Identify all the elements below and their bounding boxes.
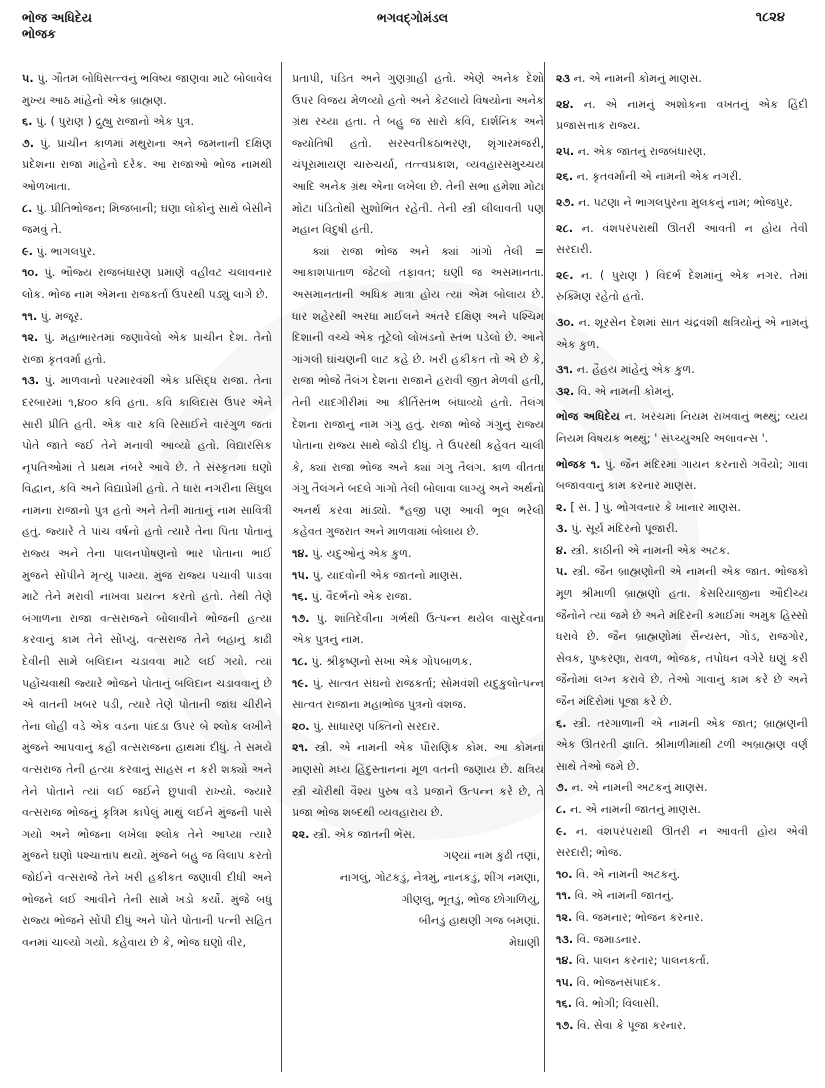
verse-line: ગીણલું, ભૂતડું, ભોજ છોગાળિયું,	[401, 892, 540, 906]
definition-entry: ૧૫. વિ. ભોજનસંપાદક.	[556, 975, 661, 989]
definition-entry: ૧૦. પું. ભૌજ્ય રાજબંધારણ પ્રમાણે વહીવટ ચલાવનાર લોક. ભોજ નામ એમના રાજકર્તા ઉપરથી પડ્યું લાગે છે.	[22, 266, 272, 301]
definition-entry: ૭. પું. પ્રાચીન કાળમાં મથુરાના અને જમનાની દક્ષિણ પ્રદેશના રાજા માંહેનો દરેક. આ રાજાઓ ભોજ નામથી ઓળખાતા.	[22, 136, 272, 193]
definition-entry: ૨૭. ન. પટણા ને ભાગલપુરના મુલકનું નામ; ભોજપુર.	[556, 195, 793, 209]
page-header	[0, 10, 825, 46]
dictionary-title: ભગવદ્ગોમંડલ	[376, 10, 449, 25]
definition-entry: ૩૦. ન. શૂરસેન દેશમાં સાત ચંદ્રવંશી ક્ષત્રિયોનું એ નામનું એક કુળ.	[556, 315, 808, 351]
definition-entry: ૧૬. પું. વૈદર્ભનો એક રાજા.	[292, 590, 412, 604]
definition-entry: ૧૪. પું. યદુઓનું એક કુળ.	[292, 547, 412, 561]
definition-entry: ૧૩. વિ. જમાડનાર.	[556, 932, 642, 946]
column-3	[556, 48, 808, 1037]
definition-entry: ૩૧. ન. હૈહય માંહેનું એક કુળ.	[556, 363, 695, 377]
column-2	[292, 48, 544, 953]
definition-entry: ૨૫. ન. એક જાતનું રાજબંધારણ.	[556, 144, 707, 158]
definition-entry: ૧૦. વિ. એ નામની અટકનું.	[556, 867, 681, 881]
verse-source: મેઘાણી	[509, 935, 540, 949]
definition-entry: ૩૨. વિ. એ નામની કોમનું.	[556, 384, 675, 398]
definition-entry: ૧૨. પું. મહાભારતમાં જણાવેલો એક પ્રાચીન દેશ. તેનો રાજા કૃતવર્મા હતો.	[22, 331, 272, 366]
column-divider	[281, 62, 282, 1072]
definition-entry: ૨૮. ન. વંશપરંપરાથી ઊતરી આવતી ન હોય તેવી સરદારી.	[556, 221, 808, 257]
definition-entry: ૨. [ સં. ] પું. ભોગવનાર કે ખાનાર માણસ.	[556, 500, 741, 514]
definition-entry: ૧૨. વિ. જમનાર; ભોજન કરનાર.	[556, 910, 704, 924]
column-1	[22, 48, 272, 953]
definition-entry: ૨૬. ન. કૃતવર્માની એ નામની એક નગરી.	[556, 170, 742, 184]
definition-entry: ૨૩ ન. એ નામની કોમનું માણસ.	[556, 72, 702, 85]
definition-entry: ૩. પું. સૂર્ય મંદિરનો પૂજારી.	[556, 522, 679, 536]
headword-entry: ભોજક ૧. પું. જૈન મંદિરમાં ગાયન કરનારો ગવૈયો; ગાવા બજાવવાનું કામ કરનાર માણસ.	[556, 457, 808, 493]
headword-entry: ભોજ અધિદેય ન. ખરચમાં નિયમ રાખવાનું ભથ્થું; વ્યય નિયમ વિષયક ભથ્થું; ' સંપ્ચ્યુઅરિ અલાવન્સ '.	[556, 410, 809, 445]
definition-entry: ૬. સ્ત્રી. તરગાળાની એ નામની એક જાત; બ્રાહ્મણની એક ઊતરતી જ્ઞાતિ. શ્રીમાળીમાંથી ટળી અબ્રાહ્મણ વર્ણ સાથે તેઓ જમે છે.	[556, 716, 809, 773]
verse-line: નાગલું, ગોટકડું, નેત્રમું, નાનકડું, શીંગ નમણાં,	[339, 870, 540, 884]
definition-entry: ૯. ન. વંશપરંપરાથી ઊતરી ન આવતી હોય એવી સરદારી; ભોજ.	[556, 824, 808, 860]
definition-entry: ૧૩. પું. માળવાનો પરમારવંશી એક પ્રસિદ્ધ રાજા. તેના દરબારમાં ૧,૪૦૦ કવિ હતા. કવિ કાલિદાસ ઉપર એને સારી પ્રીતિ હતી. એક વાર કવિ રિસાઈને વારંગુળ જતાં પોતે જાતે જઈ તેને મનાવી આવ્યો હતો. વિદ્યારસિક નૃપતિઓમાં તે પ્રથમ નંબરે આવે છે. તે સંસ્કૃતમાં ઘણો વિદ્વાન, કવિ અને વિદ્યાપ્રેમી હતો. તે ધારા નગરીના સિંધુલ નામના રાજાનો પુત્ર હતો અને તેની માતાનું નામ સાવિત્રી હતું. જ્યારે તે પાંચ વર્ષનો હતો ત્યારે તેના પિતા પોતાનું રાજ્ય અને તેના પાલનપોષણનો ભાર પોતાના ભાઈ મુંજને સોંપીને મૃત્યુ પામ્યા. મુંજ રાજ્ય પચાવી પાડવા માટે તેને મરાવી નાખવા પ્રયત્ન કરતો હતો. તેથી તેણે બંગાળના રાજા વત્સરાજને બોલાવીને ભોજની હત્યા કરવાનું કામ તેને સોંપ્યું. વત્સરાજ તેને બહાનું કાઢી દેવીની સામે બલિદાન ચડાવવા માટે લઈ ગયો. ત્યાં પહોંચવાથી જ્યારે ભોજને પોતાનું બલિદાન ચડાવવાનું છે એ વાતની ખબર પડી, ત્યારે તેણે પોતાની જાંઘ ચીરીને તેના લોહી વડે એક વડના પાંદડા ઉપર બે શ્લોક લખીને મુંજને આપવાનું કહી વત્સરાજના હાથમાં દીધું. તે સમયે વત્સરાજ તેની હત્યા કરવાનું સાહસ ન કરી શક્યો અને તેને પોતાને ત્યાં લઈ જઈને છુપાવી રાખ્યો. જ્યારે વત્સરાજ ભોજનું કૃત્રિમ કાપેલું માથું લઈને મુંજની પાસે ગયો અને ભોજના લખેલા શ્લોક તેને આપ્યા ત્યારે મુંજને ઘણો પશ્ચાત્તાપ થયો. મુંજને બહુ જ વિલાપ કરતો જોઈને વત્સરાજે તેને ખરી હકીકત જણાવી દીધી અને ભોજને લઈ આવીને તેની સામે ખડો કર્યો. મુંજે બધું રાજ્ય ભોજને સોંપી દીધું અને પોતે પોતાની પત્ની સહિત વનમાં ચાલ્યો ગયો. કહેવાય છે કે, ભોજ ઘણો વીર,	[22, 374, 272, 949]
definition-entry: ૭. ન. એ નામની અટકનું માણસ.	[556, 781, 708, 795]
definition-entry: ૧૭. પું. શાંતિદેવીના ગર્ભથી ઉત્પન્ન થયેલ વાસુદેવના એક પુત્રનું નામ.	[292, 611, 544, 647]
column-divider	[544, 62, 545, 1072]
definition-entry: ૨૪. ન. એ નામનું અશોકના વખતનું એક હિંદી પ્રજાસત્તાક રાજ્ય.	[556, 97, 808, 133]
verse-quotation	[292, 845, 544, 953]
definition-entry: ૫. પું. ગૌતમ બોધિસત્ત્વનું ભવિષ્ય જાણવા માટે બોલાવેલ મુખ્ય આઠ માંહેનો એક બ્રાહ્મણ.	[22, 72, 272, 107]
page-number: ૧૮૨૪	[755, 10, 785, 25]
definition-entry: ૫. સ્ત્રી. જૈન બ્રાહ્મણોની એ નામની એક જાત. ભોજકો મૂળ શ્રીમાળી બ્રાહ્મણો હતા. કેસરિયાજીના ઔદીચ્ય જૈનોને ત્યાં જમે છે અને મંદિરની કમાઈમાં અમુક હિસ્સો ધરાવે છે. જૈન બ્રાહ્મણોમાં સૈન્યસ્ત, ગોડ, રાજગોર, સેવક, પુષ્કરણા, રાવળ, ભોજક, તપોધન વગેરે ઘણું કરી જૈનોમાં લગ્ન કરાવે છે. તેઓ ગાવાનું કામ કરે છે અને જૈન મંદિરોમાં પૂજા કરે છે.	[556, 565, 809, 709]
definition-entry: ૨૨. સ્ત્રી. એક જાતની ભેંસ.	[292, 827, 416, 841]
verse-line: બીનડું હાથણી ગજ બમણાં.	[418, 914, 540, 928]
definition-entry: ૧૮. પું. શ્રીકૃષ્ણનો સખા એક ગોપબાળક.	[292, 655, 473, 669]
running-headword-first: ભોજ અધિદેય	[22, 10, 93, 25]
headword: ભોજ અધિદેય	[556, 410, 620, 424]
definition-entry: ૧૯. પું. સાત્વત સંઘનો રાજકર્તા; સોમવંશી યદુકુલોત્પન્ન સાત્વત રાજાના મહાભોજ પુત્રનો વંશજ.	[292, 676, 544, 712]
definition-entry: ૧૫. પું. યાદવોની એક જાતનો માણસ.	[292, 568, 463, 582]
proverb-paragraph: ક્યાં રાજા ભોજ અને ક્યાં ગાંગો તેલી = આકાશપાતાળ જેટલો તફાવત; ઘણી જ અસમાનતા. અસમાનતાની અધિક માત્રા હોય ત્યાં એમ બોલાય છે. ધાર શહેરથી અરધા માઈલને અંતરે દક્ષિણ અને પશ્ચિમ દિશાની વચ્ચે એક તૂટેલો લોખંડનો સ્તંભ પડેલો છે. આને ગાંગલી ઘાંચણની લાટ કહે છે. ખરી હકીકત તો એ છે કે, રાજા ભોજે તૈલંગ દેશના રાજાને હરાવી જીત મેળવી હતી, તેની યાદગીરીમાં આ કીર્તિસ્તંભ બંધાવ્યો હતો. તૈલંગ દેશના રાજાનું નામ ગંગુ હતું. રાજા ભોજે ગંગુનું રાજ્ય પોતાના રાજ્ય સાથે જોડી દીધું. તે ઉપરથી કહેવત ચાલી કે, ક્યાં રાજા ભોજ અને ક્યાં ગંગુ તૈલંગ. કાળ વીતતાં ગંગુ તૈલંગને બદલે ગાંગો તેલી બોલાવા લાગ્યું અને અર્થનો અનર્થ કરવા માંડ્યો. *હજી પણ આવી ભૂલ ભરેલી કહેવત ગુજરાત અને માળવામાં બોલાય છે.	[292, 244, 544, 539]
definition-entry: ૨૧. સ્ત્રી. એ નામની એક પૌરાણિક કોમ. આ કોમનાં માણસો મધ્ય હિંદુસ્તાનનાં મૂળ વતની જણાય છે. ક્ષત્રિય સ્ત્રી ચોરીથી વૈશ્ય પુરુષ વડે પ્રજાને ઉત્પન્ન કરે છે, તે પ્રજા ભોજ શબ્દથી વ્યવહારાય છે.	[292, 741, 544, 820]
headword: ભોજક	[556, 457, 587, 471]
definition-entry: ૮. પું. પ્રીતિભોજન; મિજબાની; ઘણા લોકોનું સાથે બેસીને જમવું તે.	[22, 201, 272, 237]
definition-entry: ૨૦. પું. સાધારણ પંક્તિનો સરદાર.	[292, 719, 440, 733]
definition-entry: ૪. સ્ત્રી. કાઠીની એ નામની એક અટક.	[556, 543, 730, 557]
verse-line: ગણ્યાં નામ કુંઢી તણાં,	[443, 849, 540, 863]
definition-entry: ૮. ન. એ નામની જાતનું માણસ.	[556, 803, 701, 816]
continued-paragraph: પ્રતાપી, પંડિત અને ગુણગ્રાહી હતો. એણે અનેક દેશો ઉપર વિજય મેળવ્યો હતો અને કેટલાયે વિષયોના અનેક ગ્રંથ રચ્યા હતા. તે બહુ જ સારો કવિ, દાર્શનિક અને જ્યોતિષી હતો. સરસ્વતીકંઠાભરણ, શૃંગારમંજરી, ચંપૂરામાયણ ચારુચર્યા, તત્ત્વપ્રકાશ, વ્યવહારસમુચ્ચય આદિ અનેક ગ્રંથ એના લખેલા છે. તેની સભા હમેશા મોટા મોટા પંડિતોથી સુશોભિત રહેતી. તેની સ્ત્રી લીલાવતી પણ મહાન વિદુષી હતી.	[292, 72, 544, 237]
definition-entry: ૬. પું. ( પુરાણ ) દ્રુહ્યુ રાજાનો એક પુત્ર.	[22, 115, 195, 129]
definition-entry: ૧૧. વિ. એ નામની જાતનું.	[556, 889, 674, 903]
definition-entry: ૨૯. ન. ( પુરાણ ) વિદર્ભ દેશમાંનું એક નગર. તેમાં રુક્મિણ રહેતો હતો.	[556, 268, 808, 304]
definition-entry: ૧૪. વિ. પાલન કરનાર; પાલનકર્તા.	[556, 954, 710, 968]
definition-entry: ૧૬. વિ. ભોગી; વિલાસી.	[556, 997, 660, 1011]
running-headword-last: ભોજક	[22, 26, 56, 41]
definition-entry: ૧૭. વિ. સેવા કે પૂજા કરનાર.	[556, 1018, 687, 1032]
definition-entry: ૧૧. પું. મજૂર.	[22, 309, 83, 323]
definition-entry: ૯. પું. ભાગલપુર.	[22, 244, 96, 258]
